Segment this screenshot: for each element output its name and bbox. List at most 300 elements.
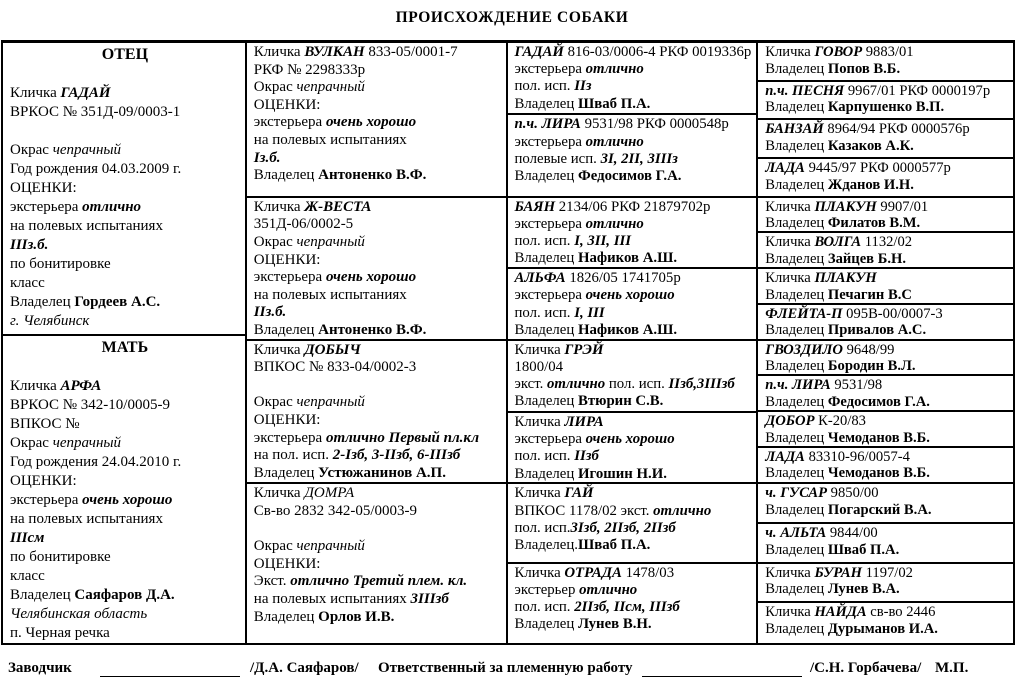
cell-govor (758, 43, 1013, 82)
text-segment: 9648/99 (842, 341, 895, 358)
pedigree-table (1, 40, 1015, 645)
text-segment: Карпушенко В.П. (827, 99, 945, 116)
text-line (765, 621, 1008, 638)
text-line (515, 537, 752, 554)
text-line (10, 274, 240, 293)
text-segment: Лунев В.Н. (578, 616, 652, 633)
text-segment: Шваб П.А. (578, 536, 651, 553)
text-segment: Владелец (765, 581, 828, 598)
text-segment: класс (10, 275, 45, 291)
text-line (254, 591, 501, 609)
text-segment: Владелец (253, 167, 319, 184)
text-segment: Iз.б. (253, 149, 281, 166)
text-segment: чепрачный (52, 434, 122, 451)
section-header: ОТЕЦ (101, 46, 149, 63)
text-segment: IIзб (574, 448, 599, 465)
text-segment: ОЦЕНКИ: (10, 180, 77, 196)
text-segment: 3I, 2II, 3IIIз (600, 150, 678, 167)
text-segment: 1478/03 (621, 564, 675, 581)
text-line (515, 520, 752, 537)
text-segment: очень хорошо (325, 114, 417, 131)
text-line (10, 103, 240, 122)
text-line (254, 269, 501, 287)
text-line (254, 97, 501, 115)
text-segment: НАЙДА (814, 604, 867, 621)
text-line (765, 270, 1008, 287)
text-line (515, 393, 752, 410)
text-line (10, 529, 240, 548)
text-segment: АРФА (60, 377, 102, 394)
text-segment: 9850/00 (827, 485, 879, 502)
cell-gay (508, 484, 757, 563)
text-segment: Устюжанинов А.П. (318, 464, 446, 481)
text-line (254, 199, 501, 217)
text-line (254, 503, 501, 521)
text-segment: на полевых испытаниях (253, 590, 411, 607)
text-segment: ДОМРА (304, 485, 355, 502)
text-line (765, 394, 1008, 411)
text-line (765, 61, 1008, 78)
text-segment: экстерьера (514, 431, 586, 448)
text-segment: ДОБОР (765, 412, 815, 429)
text-segment: Погарский В.А. (827, 501, 932, 518)
cell-banzay (758, 120, 1013, 159)
cell-gaday (508, 43, 757, 115)
text-line (515, 134, 752, 151)
text-segment: на пол. исп. (253, 447, 333, 464)
text-segment: 1826/05 1741705р (565, 270, 681, 287)
text-segment: пол. исп. (514, 519, 571, 536)
text-line (515, 485, 752, 502)
text-segment: ПЛАКУН (814, 270, 877, 287)
text-line (10, 293, 240, 312)
text-segment: БАНЗАЙ (765, 121, 824, 138)
text-segment: I, III (574, 304, 605, 321)
text-segment: отлично Первый пл.кл (325, 429, 480, 446)
text-line (254, 573, 501, 591)
text-line (515, 96, 752, 113)
text-segment: ВРКОС № 342-10/0005-9 (10, 396, 170, 413)
text-segment: очень хорошо (585, 431, 675, 448)
text-line (515, 414, 752, 431)
cell-lira-3 (758, 376, 1013, 412)
text-segment: ДОБЫЧ (304, 341, 361, 358)
text-segment: Кличка (514, 413, 565, 430)
text-segment: Владелец (765, 99, 828, 116)
text-line (254, 44, 501, 62)
text-line (10, 453, 240, 472)
text-segment: Владелец (253, 464, 319, 481)
text-line (765, 306, 1008, 323)
cell-bayan (508, 198, 757, 269)
text-segment: пол. исп. (514, 233, 575, 250)
text-segment: отлично (547, 375, 606, 392)
text-segment: ГАДАЙ (514, 44, 564, 60)
text-line (10, 358, 240, 377)
text-line (10, 624, 240, 643)
text-segment: 3IIIзб (410, 590, 449, 607)
text-segment: ВРКОС № 351Д-09/0003-1 (10, 104, 181, 120)
text-segment: Окрас (253, 538, 297, 555)
text-line (10, 548, 240, 567)
text-segment: ГАДАЙ (60, 85, 111, 101)
text-segment: Шваб П.А. (578, 95, 651, 112)
text-segment: I, 3II, III (574, 233, 631, 250)
text-segment: ВУЛКАН (304, 44, 365, 60)
text-line (515, 376, 752, 393)
text-line (515, 342, 752, 359)
text-segment: Попов В.Б. (827, 60, 901, 77)
text-line (765, 465, 1008, 482)
text-segment: отлично (653, 502, 712, 519)
text-segment: ОЦЕНКИ: (253, 555, 321, 572)
text-segment: Челябинская область (10, 605, 148, 622)
text-segment: Кличка (765, 44, 815, 60)
text-segment: Нафиков А.Ш. (578, 250, 678, 267)
text-line (10, 377, 240, 396)
text-segment: пол. исп. (514, 599, 575, 616)
text-segment: отлично (585, 215, 644, 232)
text-line (10, 567, 240, 586)
text-segment: 351Д-06/0002-5 (253, 216, 354, 233)
text-line (765, 502, 1008, 519)
text-segment: на полевых испытаниях (10, 510, 163, 527)
text-segment: п.ч. ЛИРА (514, 116, 581, 133)
text-segment: Кличка (253, 341, 305, 358)
text-segment: РКФ № 2298333р (253, 61, 366, 78)
text-line (254, 167, 501, 185)
text-line (10, 65, 240, 84)
text-segment: чепрачный (296, 538, 365, 555)
text-segment: Владелец (514, 250, 578, 267)
generation-great-grandparents (508, 43, 759, 643)
text-segment: 9445/97 РКФ 0000577р (804, 160, 951, 177)
text-segment: ОЦЕНКИ: (253, 411, 321, 428)
text-segment: 8964/94 РКФ 0000576р (823, 121, 970, 138)
text-line (515, 599, 752, 616)
cell-domra (247, 484, 506, 643)
cell-alta (758, 524, 1013, 564)
breeder-signature-line (100, 660, 240, 677)
text-line (515, 448, 752, 465)
text-segment: пол. исп. (605, 375, 669, 392)
text-segment: экстерьер (514, 581, 580, 598)
text-segment: ч. ГУСАР (765, 485, 828, 502)
text-segment: Владелец (765, 501, 828, 518)
text-segment: IIзб,3IIIзб (668, 375, 735, 392)
text-segment: Антоненко В.Ф. (318, 321, 427, 338)
text-segment: Жданов И.Н. (827, 176, 914, 193)
text-line (254, 521, 501, 539)
text-segment: экстерьера (514, 287, 586, 304)
cell-zh-vesta (247, 198, 506, 341)
text-line (765, 449, 1008, 466)
text-segment: ФЛЕЙТА-П (765, 305, 843, 322)
cell-lira-2 (508, 413, 757, 484)
cell-dobych (247, 341, 506, 485)
text-line (765, 542, 1008, 559)
cell-vulkan (247, 43, 506, 198)
responsible-signature-line (642, 660, 802, 677)
text-segment: экстерьера (514, 133, 586, 150)
text-line (254, 538, 501, 556)
text-segment: экстерьера (514, 61, 586, 78)
generation-parents (3, 43, 247, 643)
text-line (515, 431, 752, 448)
text-line (10, 491, 240, 510)
text-segment: отлично Третий плем. кл. (290, 573, 468, 590)
text-segment: п.ч. ЛИРА (765, 377, 831, 394)
text-segment: Федосимов Г.А. (578, 168, 682, 185)
responsible-name: /С.Н. Горбачева/ (810, 660, 922, 676)
cell-father (3, 43, 245, 336)
text-segment: Филатов В.М. (827, 215, 921, 232)
text-segment: Федосимов Г.А. (827, 393, 930, 410)
text-line (515, 233, 752, 250)
text-line (765, 322, 1008, 339)
text-line (254, 114, 501, 132)
text-segment: 9967/01 РКФ 0000197р (844, 82, 991, 99)
text-line (765, 581, 1008, 598)
text-segment: Владелец (765, 429, 828, 446)
text-segment: Зайцев Б.Н. (827, 250, 907, 267)
text-segment: ч. АЛЬТА (765, 524, 827, 541)
text-segment: св-во 2446 (866, 604, 936, 621)
text-segment: Кличка (765, 604, 815, 621)
text-segment: Владелец (765, 215, 828, 232)
seal-label: М.П. (935, 660, 969, 676)
text-line (254, 342, 501, 360)
text-line (515, 168, 752, 185)
text-line (515, 199, 752, 216)
text-segment: по бонитировке (10, 256, 111, 272)
text-segment: ОЦЕНКИ: (10, 472, 77, 489)
text-segment: Окрас (10, 434, 53, 451)
text-segment: Дурыманов И.А. (827, 620, 938, 637)
text-segment: Кличка (514, 341, 565, 358)
text-segment: Печагин В.С (827, 286, 912, 303)
breeder-name: /Д.А. Саяфаров/ (250, 660, 359, 676)
text-segment: экстерьера (10, 491, 83, 508)
text-line (515, 270, 752, 287)
text-line (10, 312, 240, 331)
text-line (515, 305, 752, 322)
text-segment: ПЛАКУН (814, 198, 877, 215)
text-segment: отлично (579, 581, 638, 598)
text-segment: пол. исп. (514, 78, 575, 95)
text-line (765, 251, 1008, 268)
text-segment: Лунев В.А. (827, 581, 900, 598)
cell-nayda (758, 603, 1013, 643)
text-segment: Кличка (765, 198, 815, 215)
text-segment: на полевых испытаниях (253, 286, 407, 303)
text-segment: Владелец (765, 358, 828, 375)
text-segment: 2IIзб, IIсм, IIIзб (574, 599, 680, 616)
text-segment: п.ч. ПЕСНЯ (765, 82, 845, 99)
text-segment: Владелец (765, 250, 828, 267)
text-segment: Бородин В.Л. (827, 358, 916, 375)
text-segment: Кличка (253, 198, 305, 215)
text-line (765, 138, 1008, 155)
text-line (254, 359, 501, 377)
text-line (254, 322, 501, 340)
text-line (254, 252, 501, 270)
text-line (10, 217, 240, 236)
text-line (765, 121, 1008, 138)
text-segment: чепрачный (296, 233, 365, 250)
text-segment: чепрачный (52, 142, 122, 158)
text-segment: 1800/04 (514, 358, 564, 375)
cell-gvozdilo (758, 341, 1013, 377)
text-line (10, 198, 240, 217)
text-segment: экстерьера (253, 269, 326, 286)
text-segment: Владелец (514, 465, 578, 482)
text-line (254, 377, 501, 395)
text-line (254, 62, 501, 80)
text-line (765, 160, 1008, 177)
text-segment: отлично (82, 199, 142, 215)
text-segment: Нафиков А.Ш. (578, 321, 678, 338)
text-segment: Кличка (765, 564, 815, 581)
text-segment: экстерьера (253, 429, 326, 446)
text-line (254, 485, 501, 503)
text-segment: экст. (514, 375, 547, 392)
text-segment: IIIсм (10, 529, 45, 546)
text-segment: отлично (585, 61, 644, 78)
text-segment: Окрас (10, 142, 53, 158)
text-segment: Антоненко В.Ф. (318, 167, 427, 184)
cell-alfa (508, 269, 757, 340)
text-segment: Кличка (253, 485, 305, 502)
text-segment: ВПКОС 1178/02 экст. (514, 502, 654, 519)
text-segment: БАЯН (514, 198, 556, 215)
text-segment: Владелец (514, 321, 578, 338)
section-header: МАТЬ (101, 338, 149, 356)
text-line (765, 177, 1008, 194)
text-segment: экстерьера (514, 215, 586, 232)
text-line (515, 61, 752, 78)
text-segment: Кличка (514, 564, 565, 581)
cell-buran (758, 564, 1013, 604)
generation-great-great-grandparents (758, 43, 1013, 643)
text-line (254, 79, 501, 97)
text-segment: Кличка (765, 270, 815, 287)
text-segment: ГРЭЙ (564, 341, 604, 358)
text-line (765, 430, 1008, 447)
text-line (765, 287, 1008, 304)
text-line (515, 616, 752, 633)
text-segment: Гордеев А.С. (74, 294, 161, 310)
text-segment: ЛАДА (765, 160, 805, 177)
text-line (515, 116, 752, 133)
text-segment: 9531/98 (830, 377, 883, 394)
cell-lira-1 (508, 115, 757, 197)
text-line (765, 342, 1008, 359)
text-segment: на полевых испытаниях (10, 218, 163, 234)
text-line (765, 413, 1008, 430)
cell-gusar (758, 484, 1013, 524)
text-segment: Владелец (765, 465, 828, 482)
text-segment: класс (10, 567, 45, 584)
text-segment: ГОВОР (814, 44, 863, 60)
text-segment: Кличка (10, 85, 61, 101)
text-segment: Владелец (765, 286, 828, 303)
text-line (10, 255, 240, 274)
text-segment: К-20/83 (814, 412, 866, 429)
text-segment: Ж-ВЕСТА (304, 198, 372, 215)
text-segment: 1197/02 (862, 564, 913, 581)
text-segment: отлично (585, 133, 644, 150)
text-segment: Владелец (514, 616, 578, 633)
text-segment: Св-во 2832 342-05/0003-9 (253, 502, 418, 519)
text-line (765, 485, 1008, 502)
text-segment: 2134/06 РКФ 21879702р (555, 198, 711, 215)
text-segment: АЛЬФА (514, 270, 566, 287)
cell-dobor (758, 412, 1013, 448)
text-segment: Игошин Н.И. (578, 465, 667, 482)
responsible-label: Ответственный за племенную работу (378, 660, 633, 676)
cell-fleyta (758, 305, 1013, 341)
text-segment: 9883/01 (862, 44, 914, 60)
text-segment: 2-Iзб, 3-IIзб, 6-IIIзб (332, 447, 461, 464)
text-segment: Окрас (253, 233, 297, 250)
text-segment: 833-05/0001-7 (364, 44, 458, 60)
text-segment: ГВОЗДИЛО (765, 341, 843, 358)
text-line (254, 447, 501, 465)
text-segment: Окрас (253, 79, 297, 96)
cell-plakun-1 (758, 198, 1013, 234)
text-line (765, 525, 1008, 542)
text-line (765, 44, 1008, 61)
text-line (254, 216, 501, 234)
text-line (515, 287, 752, 304)
text-line (10, 472, 240, 491)
text-segment: Саяфаров Д.А. (74, 586, 175, 603)
text-line (254, 132, 501, 150)
text-segment: Владелец (10, 294, 75, 310)
text-segment: IIз (574, 78, 592, 95)
text-segment: ГАЙ (564, 485, 594, 502)
text-segment: Год рождения 24.04.2010 г. (10, 453, 182, 470)
text-segment: ОЦЕНКИ: (253, 96, 321, 113)
text-segment: 9531/98 РКФ 0000548р (580, 116, 729, 133)
text-segment: пол. исп. (514, 448, 575, 465)
page-title: ПРОИСХОЖДЕНИЕ СОБАКИ (395, 9, 629, 26)
text-segment: Кличка (514, 485, 565, 502)
text-line (765, 99, 1008, 116)
text-line (254, 556, 501, 574)
text-line (515, 151, 752, 168)
text-segment: Владелец (765, 393, 828, 410)
cell-volga (758, 233, 1013, 269)
text-line (765, 604, 1008, 621)
text-segment: 3Iзб, 2IIзб, 2IIзб (570, 519, 676, 536)
text-line (765, 234, 1008, 251)
text-line (10, 236, 240, 255)
text-segment: 095В-00/0007-3 (842, 305, 943, 322)
text-line (515, 322, 752, 339)
text-segment: ВПКОС № (10, 415, 80, 432)
text-segment: Владелец (253, 608, 319, 625)
text-segment: ВПКОС № 833-04/0002-3 (253, 359, 417, 376)
text-line (10, 586, 240, 605)
text-line (10, 141, 240, 160)
text-line (765, 565, 1008, 582)
text-segment: ВОЛГА (814, 234, 862, 251)
text-segment: Втюрин С.В. (578, 393, 664, 410)
text-line (254, 287, 501, 305)
text-segment: Кличка (765, 234, 815, 251)
